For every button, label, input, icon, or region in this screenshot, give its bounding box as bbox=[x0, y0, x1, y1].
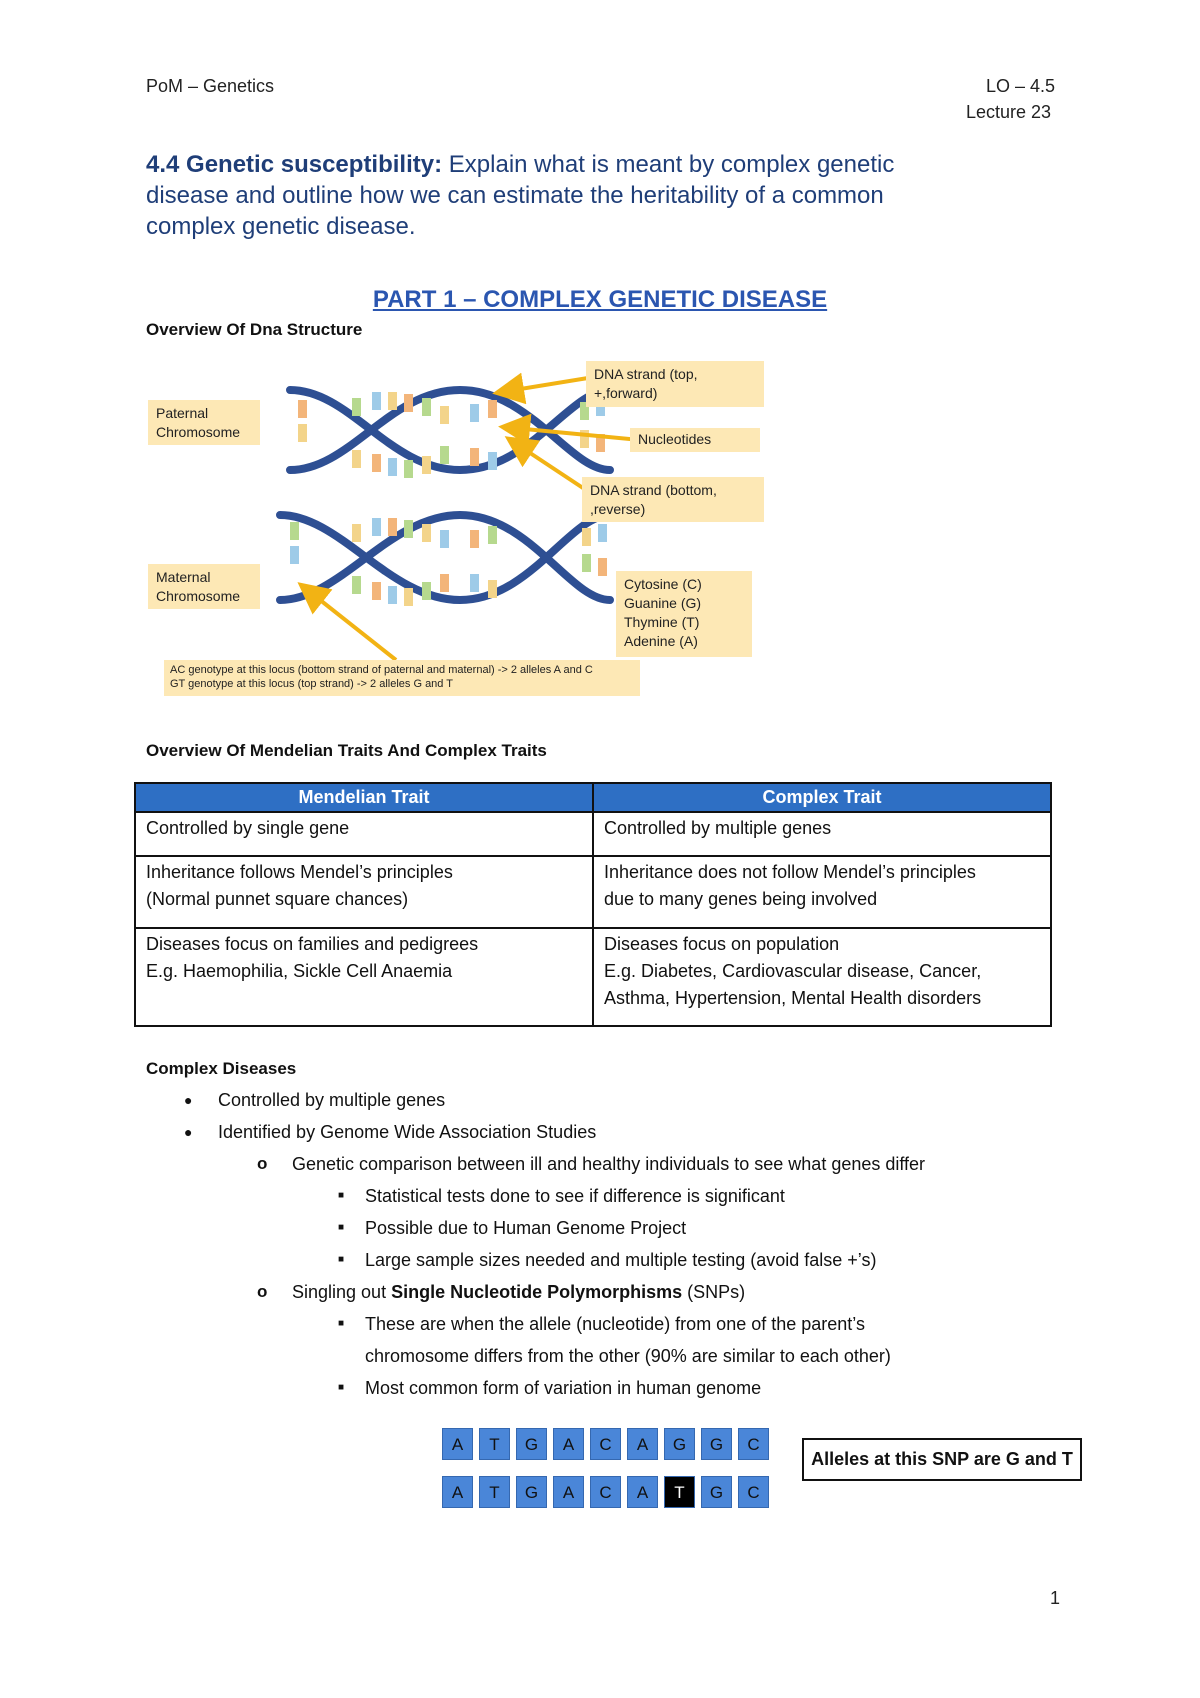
bullet-circle-icon: o bbox=[257, 1282, 268, 1301]
list-item bbox=[0, 1084, 1200, 1116]
dna-section-heading: Overview Of Dna Structure bbox=[146, 320, 363, 339]
snp-sequence-figure bbox=[442, 1428, 772, 1514]
arrow-strand-top bbox=[508, 378, 588, 391]
cell-line: Diseases focus on families and pedigrees bbox=[146, 934, 479, 954]
base-cytosine: Cytosine (C) bbox=[624, 576, 702, 592]
list-item-text: These are when the allele (nucleotide) from one of the parent’s bbox=[365, 1314, 865, 1334]
snp-bottom-base: A bbox=[442, 1476, 473, 1508]
column-header-mendelian: Mendelian Trait bbox=[135, 783, 593, 812]
snp-top-base: G bbox=[664, 1428, 695, 1460]
snp-bottom-base: T bbox=[664, 1476, 695, 1508]
arrow-genotype bbox=[310, 592, 396, 660]
cell-line: due to many genes being involved bbox=[604, 889, 878, 909]
objective-line-1: Explain what is meant by complex genetic bbox=[448, 151, 895, 178]
table-cell bbox=[593, 856, 1051, 928]
list-item bbox=[0, 1116, 1200, 1148]
list-item bbox=[0, 1212, 1200, 1244]
strand-top-label: DNA strand (top, +,forward) bbox=[586, 361, 764, 407]
table-cell bbox=[593, 812, 1051, 856]
complex-section-heading: Complex Diseases bbox=[146, 1059, 297, 1078]
table-cell bbox=[135, 812, 593, 856]
snp-bottom-base: A bbox=[627, 1476, 658, 1508]
header-lo: LO – 4.5 bbox=[986, 76, 1056, 96]
list-item bbox=[0, 1244, 1200, 1276]
list-item bbox=[0, 1180, 1200, 1212]
list-item-text: chromosome differs from the other (90% are similar to each other) bbox=[365, 1346, 891, 1366]
list-item-text: Most common form of variation in human genome bbox=[365, 1378, 762, 1398]
cell-line: E.g. Diabetes, Cardiovascular disease, Cancer, bbox=[604, 961, 982, 981]
list-item bbox=[0, 1308, 1200, 1372]
snp-bottom-base: G bbox=[516, 1476, 547, 1508]
snp-top-base: G bbox=[701, 1428, 732, 1460]
paternal-base-pairs bbox=[298, 392, 605, 478]
base-adenine: Adenine (A) bbox=[624, 633, 698, 649]
snp-bottom-base: C bbox=[738, 1476, 769, 1508]
table-cell bbox=[135, 928, 593, 1026]
part-title: PART 1 – COMPLEX GENETIC DISEASE bbox=[372, 286, 828, 313]
cell-line: Asthma, Hypertension, Mental Health disorders bbox=[604, 988, 982, 1008]
bullet-square-icon: ■ bbox=[338, 1318, 345, 1329]
page-number: 1 bbox=[1050, 1588, 1061, 1608]
snp-top-base: A bbox=[442, 1428, 473, 1460]
list-item bbox=[0, 1276, 1200, 1308]
base-guanine: Guanine (G) bbox=[624, 595, 702, 611]
objective-line-2: disease and outline how we can estimate the heritability of a common bbox=[146, 182, 884, 209]
list-item-text: Genetic comparison between ill and healthy individuals to see what genes differ bbox=[292, 1154, 926, 1174]
base-thymine: Thymine (T) bbox=[624, 614, 700, 630]
snp-top-base: G bbox=[516, 1428, 547, 1460]
list-item-text: Large sample sizes needed and multiple testing (avoid false +’s) bbox=[365, 1250, 877, 1270]
bullet-square-icon: ■ bbox=[338, 1382, 345, 1393]
genotype-line-2: GT genotype at this locus (top strand) -> 2 alleles G and T bbox=[170, 678, 453, 690]
list-item-text: Identified by Genome Wide Association Studies bbox=[218, 1122, 597, 1142]
snp-top-base: T bbox=[479, 1428, 510, 1460]
list-item bbox=[0, 1372, 1200, 1404]
table-row bbox=[135, 856, 1051, 928]
bullet-dot-icon: ● bbox=[184, 1124, 193, 1140]
bullet-square-icon: ■ bbox=[338, 1254, 345, 1265]
nucleotides-label: Nucleotides bbox=[630, 428, 760, 452]
bullet-square-icon: ■ bbox=[338, 1190, 345, 1201]
snp-bottom-base: G bbox=[701, 1476, 732, 1508]
snp-caption: Alleles at this SNP are G and T bbox=[802, 1438, 1082, 1481]
learning-objective bbox=[146, 149, 1066, 242]
paternal-chromosome-label: Paternal Chromosome bbox=[148, 400, 260, 445]
snp-top-base: C bbox=[738, 1428, 769, 1460]
bullet-circle-icon: o bbox=[257, 1154, 268, 1173]
list-item-text: Singling out bbox=[292, 1282, 392, 1302]
list-item-text: (SNPs) bbox=[682, 1282, 746, 1302]
table-row bbox=[135, 928, 1051, 1026]
table-cell bbox=[593, 928, 1051, 1026]
cell-line: Inheritance follows Mendel’s principles bbox=[146, 862, 453, 882]
snp-bottom-base: A bbox=[553, 1476, 584, 1508]
snp-top-base: A bbox=[627, 1428, 658, 1460]
objective-line-3: complex genetic disease. bbox=[146, 213, 416, 240]
cell-line: Controlled by multiple genes bbox=[604, 818, 832, 838]
header-lecture: Lecture 23 bbox=[966, 102, 1052, 122]
traits-table bbox=[134, 782, 1052, 1027]
strand-bottom-label: DNA strand (bottom, ,reverse) bbox=[582, 477, 764, 522]
snp-top-base: C bbox=[590, 1428, 621, 1460]
cell-line: E.g. Haemophilia, Sickle Cell Anaemia bbox=[146, 961, 453, 981]
cell-line: Controlled by single gene bbox=[146, 818, 350, 838]
table-cell bbox=[135, 856, 593, 928]
bullet-dot-icon: ● bbox=[184, 1092, 193, 1108]
snp-bottom-base: C bbox=[590, 1476, 621, 1508]
complex-disease-list bbox=[0, 1084, 1200, 1404]
list-item-text: Controlled by multiple genes bbox=[218, 1090, 446, 1110]
table-row bbox=[135, 812, 1051, 856]
list-item bbox=[0, 1148, 1200, 1180]
maternal-helix bbox=[280, 515, 610, 606]
list-item-text: Possible due to Human Genome Project bbox=[365, 1218, 687, 1238]
snp-bottom-base: T bbox=[479, 1476, 510, 1508]
snp-top-base: A bbox=[553, 1428, 584, 1460]
cell-line: Inheritance does not follow Mendel’s principles bbox=[604, 862, 976, 882]
maternal-base-pairs bbox=[290, 518, 607, 606]
objective-label: 4.4 Genetic susceptibility: bbox=[146, 151, 443, 178]
list-item-text: Statistical tests done to see if difference is significant bbox=[365, 1186, 785, 1206]
column-header-complex: Complex Trait bbox=[593, 783, 1051, 812]
cell-line: (Normal punnet square chances) bbox=[146, 889, 409, 909]
genotype-line-1: AC genotype at this locus (bottom strand of paternal and maternal) -> 2 alleles A and C bbox=[170, 664, 593, 676]
header-course: PoM – Genetics bbox=[146, 76, 275, 96]
traits-section-heading: Overview Of Mendelian Traits And Complex Traits bbox=[146, 741, 547, 760]
bases-legend bbox=[616, 571, 752, 657]
maternal-chromosome-label: Maternal Chromosome bbox=[148, 564, 260, 609]
cell-line: Diseases focus on population bbox=[604, 934, 840, 954]
table-header-row bbox=[135, 783, 1051, 812]
snp-term: Single Nucleotide Polymorphisms bbox=[391, 1282, 683, 1302]
bullet-square-icon: ■ bbox=[338, 1222, 345, 1233]
genotype-note bbox=[164, 660, 640, 696]
